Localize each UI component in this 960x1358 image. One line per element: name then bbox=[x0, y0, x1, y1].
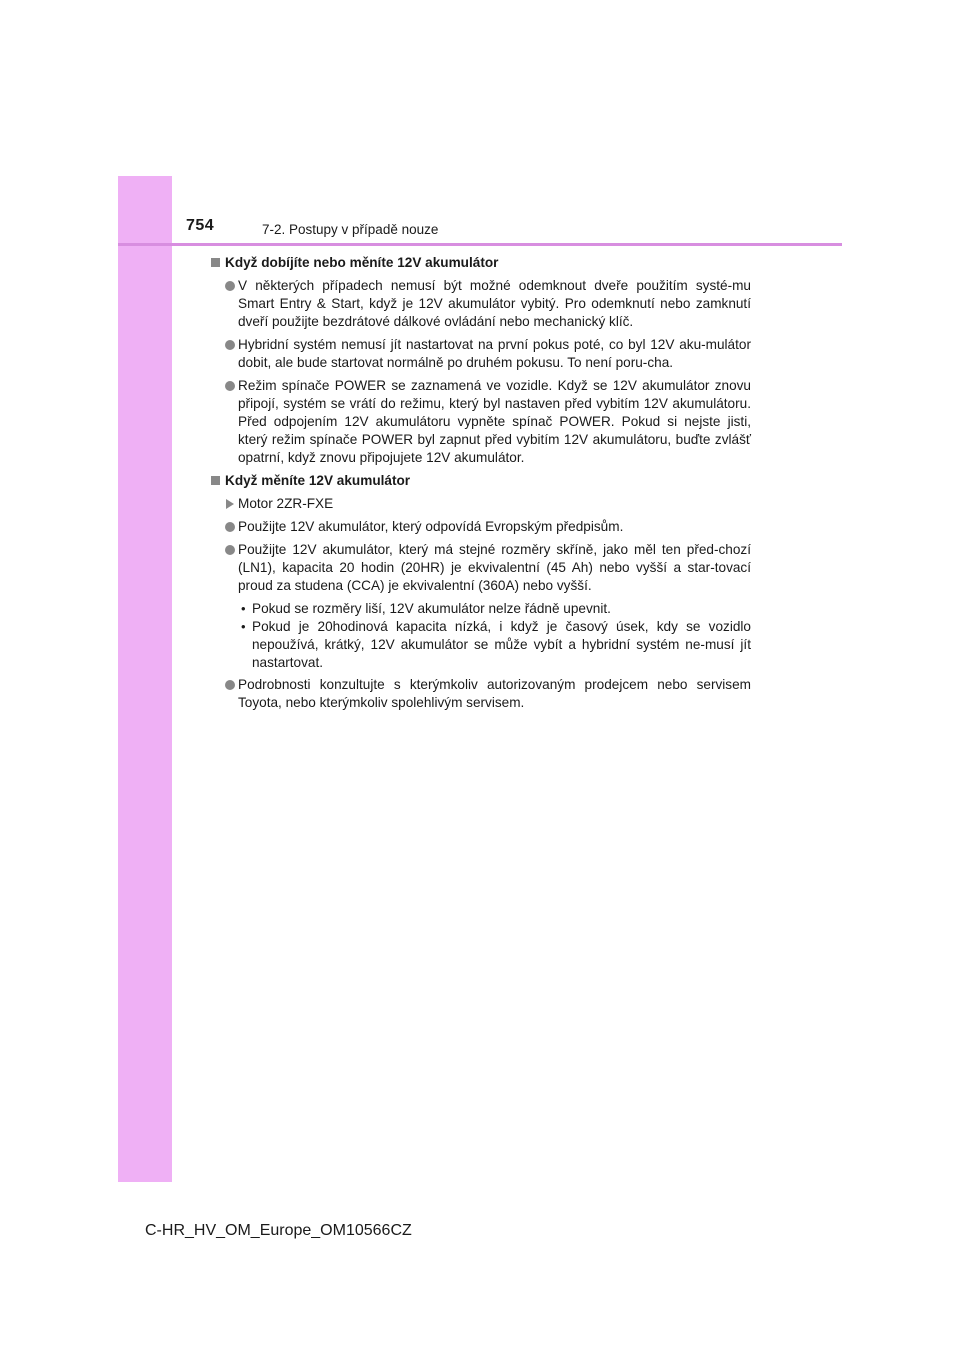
document-code: C-HR_HV_OM_Europe_OM10566CZ bbox=[145, 1222, 412, 1239]
list-item bbox=[211, 336, 751, 372]
list-item-text: Hybridní systém nemusí jít nastartovat na první pokus poté, co byl 12V aku-mulátor dobit, ale bude startovat normálně po druhém pokusu. To není poru-cha. bbox=[238, 337, 751, 370]
list-item bbox=[211, 277, 751, 331]
circle-bullet-icon bbox=[225, 381, 235, 391]
engine-variant-label bbox=[211, 495, 751, 513]
page-number: 754 bbox=[186, 217, 215, 234]
circle-bullet-icon bbox=[225, 522, 235, 532]
side-color-band bbox=[118, 176, 172, 1182]
list-item bbox=[211, 377, 751, 467]
header-rule bbox=[118, 243, 842, 246]
circle-bullet-icon bbox=[225, 340, 235, 350]
small-dot-icon: • bbox=[241, 619, 246, 634]
section-heading bbox=[211, 472, 751, 490]
sub-list-item-text: Pokud je 20hodinová kapacita nízká, i když je časový úsek, kdy se vozidlo nepoužívá, krátký, 12V akumulátor se může vybít a hybridní systém ne-musí jít nastartovat. bbox=[252, 619, 751, 670]
list-item-text: Použijte 12V akumulátor, který odpovídá Evropským předpisům. bbox=[238, 519, 624, 534]
triangle-arrow-icon bbox=[226, 499, 234, 509]
small-dot-icon: • bbox=[241, 601, 246, 616]
sub-list bbox=[211, 600, 751, 672]
list-item bbox=[211, 676, 751, 712]
heading-text: Když dobíjíte nebo měníte 12V akumulátor bbox=[225, 255, 499, 270]
circle-bullet-icon bbox=[225, 281, 235, 291]
circle-bullet-icon bbox=[225, 680, 235, 690]
sub-list-item-text: Pokud se rozměry liší, 12V akumulátor nelze řádně upevnit. bbox=[252, 601, 611, 616]
section-heading bbox=[211, 254, 751, 272]
list-item-text: Režim spínače POWER se zaznamená ve vozidle. Když se 12V akumulátor znovu připojí, systém se vrátí do režimu, který byl nastaven před vybitím 12V akumulátoru. Před odpojením 12V akumulátoru vypněte spínač POWER. Pokud si nejste jisti, který režim spínače POWER byl zapnut před vybitím 12V akumulátoru, buďte zvlášť opatrní, když znovu připojujete 12V akumulátor. bbox=[238, 378, 751, 465]
square-bullet-icon bbox=[211, 258, 220, 267]
circle-bullet-icon bbox=[225, 545, 235, 555]
list-item bbox=[211, 541, 751, 595]
list-item-text: Podrobnosti konzultujte s kterýmkoliv autorizovaným prodejcem nebo servisem Toyota, nebo kterýmkoliv spolehlivým servisem. bbox=[238, 677, 751, 710]
list-item bbox=[211, 518, 751, 536]
sub-list-item bbox=[211, 618, 751, 672]
sub-list-item bbox=[211, 600, 751, 618]
list-item-text: V některých případech nemusí být možné odemknout dveře použitím systé-mu Smart Entry & Start, když je 12V akumulátor vybitý. Pro odemknutí nebo zamknutí dveří použijte bezdrátové dálkové ovládání nebo mechanický klíč. bbox=[238, 278, 751, 329]
page-content bbox=[211, 254, 751, 717]
section-title: 7-2. Postupy v případě nouze bbox=[262, 222, 439, 237]
square-bullet-icon bbox=[211, 476, 220, 485]
heading-text: Když měníte 12V akumulátor bbox=[225, 473, 411, 488]
engine-variant-text: Motor 2ZR-FXE bbox=[238, 496, 334, 511]
list-item-text: Použijte 12V akumulátor, který má stejné rozměry skříně, jako měl ten před-chozí (LN1), kapacita 20 hodin (20HR) je ekvivalentní (45 Ah) nebo vyšší a star-tovací proud za studena (CCA) je ekvivalentní (360A) nebo vyšší. bbox=[238, 542, 751, 593]
